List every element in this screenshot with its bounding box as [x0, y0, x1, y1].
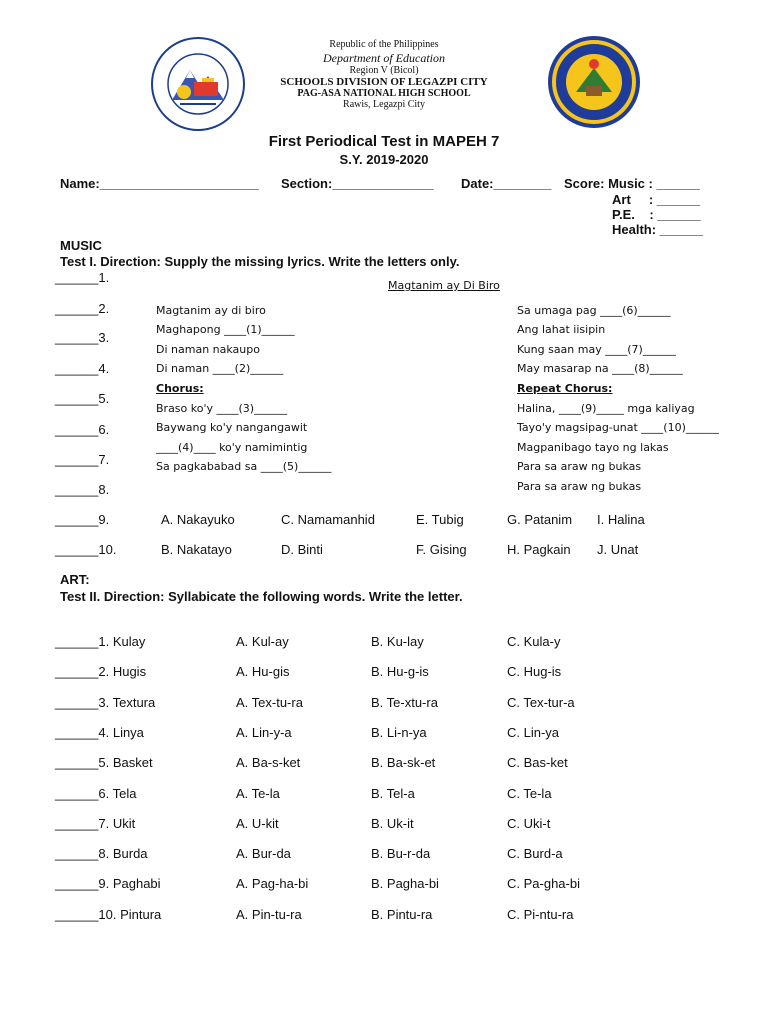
- section-field: Section:______________: [281, 176, 434, 191]
- music-choice: G. Patanim: [507, 512, 573, 527]
- art-direction: Test II. Direction: Syllabicate the following words. Write the letter.: [60, 589, 463, 604]
- art-choice: A. Lin-y-a: [236, 724, 292, 740]
- art-question: ______10. Pintura: [55, 906, 162, 922]
- lyric-line-right: Sa umaga pag ____(6)______: [517, 304, 671, 317]
- art-question: ______7. Ukit: [55, 815, 136, 831]
- music-choice: D. Binti: [281, 542, 323, 557]
- music-blank: ______1.: [55, 270, 110, 285]
- lyric-line-left: Magtanim ay di biro: [156, 304, 266, 317]
- music-blank: ______2.: [55, 301, 110, 316]
- lyric-line-left: Baywang ko'y nangangawit: [156, 421, 308, 434]
- lyric-line-right: Para sa araw ng bukas: [517, 480, 642, 493]
- lyric-line-left: ____(4)____ ko'y namimintig: [156, 441, 308, 454]
- art-choice: C. Hug-is: [507, 664, 562, 680]
- art-choice: A. Ba-s-ket: [236, 755, 301, 771]
- music-choice: F. Gising: [416, 542, 467, 557]
- music-heading: MUSIC: [60, 238, 102, 253]
- lyric-line-left: Di naman ____(2)______: [156, 362, 284, 375]
- art-question: ______8. Burda: [55, 846, 148, 862]
- lyric-line-left: Sa pagkababad sa ____(5)______: [156, 460, 332, 473]
- lyric-line-right: Ang lahat iisipin: [517, 323, 606, 336]
- score-health-field: Health: ______: [612, 222, 704, 237]
- art-choice: B. Ku-lay: [371, 634, 424, 649]
- lyric-line-right: May masarap na ____(8)______: [517, 362, 683, 375]
- art-choice: C. Burd-a: [507, 846, 563, 862]
- art-question: ______3. Textura: [55, 694, 156, 710]
- art-choice: A. Pag-ha-bi: [236, 876, 309, 892]
- art-choice: C. Kula-y: [507, 634, 561, 649]
- art-choice: C. Bas-ket: [507, 755, 568, 771]
- lyric-line-left: Di naman nakaupo: [156, 343, 260, 356]
- art-question: ______6. Tela: [55, 785, 137, 801]
- art-choice: B. Li-n-ya: [371, 724, 427, 740]
- song-title: Magtanim ay Di Biro: [388, 279, 500, 292]
- school-line: PAG-ASA NATIONAL HIGH SCHOOL: [297, 88, 471, 99]
- department-line: Department of Education: [323, 51, 445, 65]
- music-choice: E. Tubig: [416, 512, 464, 527]
- art-choice: B. Hu-g-is: [371, 664, 429, 680]
- music-direction: Test I. Direction: Supply the missing lyrics. Write the letters only.: [60, 254, 460, 269]
- region-line: Region V (Bicol): [349, 65, 419, 76]
- art-choice: A. Tex-tu-ra: [236, 694, 303, 710]
- music-blank: ______6.: [55, 422, 110, 437]
- name-field: Name:______________________: [60, 176, 259, 191]
- art-choice: C. Tex-tur-a: [507, 694, 575, 710]
- art-choice: C. Pa-gha-bi: [507, 876, 580, 892]
- address-line: Rawis, Legazpi City: [343, 99, 425, 110]
- score-music-field: Score: Music : ______: [564, 176, 700, 191]
- repeat-chorus-label: Repeat Chorus:: [517, 382, 613, 395]
- lyric-line-right: Para sa araw ng bukas: [517, 460, 642, 473]
- music-blank: ______8.: [55, 482, 110, 497]
- music-choice: B. Nakatayo: [161, 542, 232, 557]
- art-choice: B. Pagha-bi: [371, 876, 439, 892]
- art-choice: B. Pintu-ra: [371, 906, 433, 922]
- music-blank: ______3.: [55, 330, 110, 345]
- music-choice: I. Halina: [597, 512, 645, 527]
- republic-line: Republic of the Philippines: [329, 39, 439, 50]
- music-choice: H. Pagkain: [507, 542, 571, 557]
- art-question: ______4. Linya: [55, 724, 144, 740]
- art-choice: B. Bu-r-da: [371, 846, 431, 862]
- art-choice: A. Kul-ay: [236, 634, 289, 649]
- music-blank: ______5.: [55, 391, 110, 406]
- art-question: ______9. Paghabi: [55, 876, 161, 892]
- score-pe-field: P.E. : ______: [612, 207, 701, 222]
- music-choice: J. Unat: [597, 542, 639, 557]
- art-question: ______2. Hugis: [55, 664, 147, 680]
- art-question: ______5. Basket: [55, 755, 153, 771]
- music-blank: ______4.: [55, 361, 110, 376]
- art-choice: A. Pin-tu-ra: [236, 906, 302, 922]
- art-choice: C. Pi-ntu-ra: [507, 906, 574, 922]
- art-choice: A. Hu-gis: [236, 664, 290, 680]
- art-choice: B. Tel-a: [371, 785, 415, 801]
- art-choice: C. Uki-t: [507, 815, 551, 831]
- music-blank: ______10.: [55, 542, 117, 557]
- music-blank: ______9.: [55, 512, 110, 527]
- art-choice: B. Te-xtu-ra: [371, 694, 438, 710]
- music-blank: ______7.: [55, 452, 110, 467]
- art-choice: C. Te-la: [507, 785, 552, 801]
- art-choice: A. Te-la: [236, 785, 280, 801]
- lyric-line-right: Tayo'y magsipag-unat ____(10)______: [517, 421, 719, 434]
- school-year: S.Y. 2019-2020: [339, 152, 429, 167]
- music-choice: A. Nakayuko: [161, 512, 235, 527]
- art-choice: B. Ba-sk-et: [371, 755, 436, 771]
- art-choice: C. Lin-ya: [507, 724, 560, 740]
- score-art-field: Art : ______: [612, 192, 701, 207]
- lyric-line-right: Kung saan may ____(7)______: [517, 343, 676, 356]
- lyric-line-left: Maghapong ____(1)______: [156, 323, 295, 336]
- art-heading: ART:: [60, 572, 90, 587]
- music-choice: C. Namamanhid: [281, 512, 375, 527]
- lyric-line-left: Braso ko'y ____(3)______: [156, 402, 288, 415]
- art-choice: A. Bur-da: [236, 846, 291, 862]
- art-question: ______1. Kulay: [55, 634, 146, 649]
- chorus-label: Chorus:: [156, 382, 204, 395]
- division-line: SCHOOLS DIVISION OF LEGAZPI CITY: [280, 76, 488, 88]
- test-title: First Periodical Test in MAPEH 7: [268, 133, 500, 150]
- lyric-line-right: Halina, ____(9)_____ mga kaliyag: [517, 402, 695, 415]
- art-choice: A. U-kit: [236, 815, 279, 831]
- date-field: Date:________: [461, 176, 552, 191]
- art-choice: B. Uk-it: [371, 815, 414, 831]
- lyric-line-right: Magpanibago tayo ng lakas: [517, 441, 669, 454]
